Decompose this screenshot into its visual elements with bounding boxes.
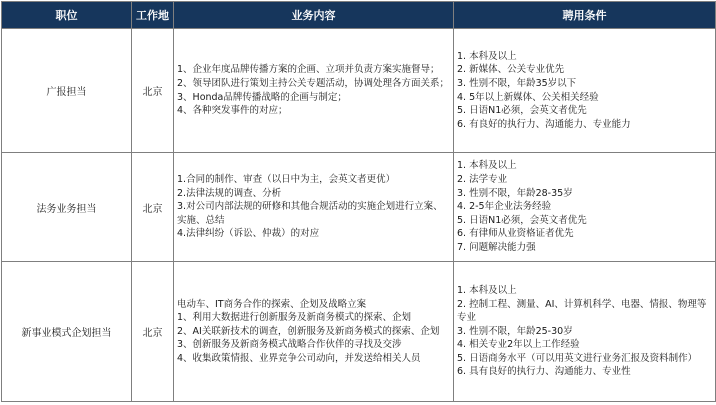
requirement-line: 1. 本科及以上 [457,50,517,62]
requirement-line: 5. 日语N1必须，会英文者优先 [457,105,587,117]
requirement-line: 2. 控制工程、测量、AI、计算机科学、电器、情报、物理等专业 [457,298,707,324]
requirement-line: 5. 日语商务水平（可以用英文进行业务汇报及资料制作） [457,352,698,364]
requirement-line: 3. 性别不限，年龄35岁以下 [457,77,577,89]
duty-line: 3.对公司内部法规的研修和其他合规活动的实施企划进行立案、实施、总结 [177,201,443,226]
position-cell: 广报担当 [2,29,132,153]
requirements-cell [454,153,716,262]
requirement-line: 6. 有律师从业资格证者优先 [457,228,574,240]
location-cell: 北京 [132,29,174,153]
duty-line: 1、利用大数据进行创新服务及新商务模式的探索、企划 [177,312,412,324]
requirement-line: 6. 有良好的执行力、沟通能力、专业能力 [457,118,631,130]
duty-line: 4、各种突发事件的对应； [177,105,288,117]
requirement-line: 5. 日语N1必须，会英文者优先 [457,214,587,226]
requirement-line: 1. 本科及以上 [457,160,517,172]
requirement-line: 6. 具有良好的执行力、沟通能力、专业性 [457,366,631,378]
duty-line: 3、创新服务及新商务模式战略合作伙伴的寻找及交涉 [177,339,402,351]
requirement-line: 4. 相关专业2年以上工作经验 [457,339,580,351]
duty-line: 1、企业年度品牌传播方案的企画、立项并负责方案实施督导； [177,64,440,76]
requirements-cell [454,262,716,402]
location-cell: 北京 [132,153,174,262]
duties-cell [174,153,454,262]
header-position: 职位 [2,2,132,29]
header-requirements: 聘用条件 [454,2,716,29]
duty-line: 3、Honda品牌传播战略的企画与制定； [177,91,347,103]
duties-cell [174,29,454,153]
location-cell: 北京 [132,262,174,402]
requirement-line: 7. 问题解决能力强 [457,241,536,253]
duty-line: 2.法律法规的调查、分析 [177,187,282,199]
position-cell: 新事业模式企划担当 [2,262,132,402]
header-row [2,2,716,29]
table-row [2,153,716,262]
duties-cell [174,262,454,402]
requirement-line: 2. 法学专业 [457,174,508,186]
requirement-line: 4. 5年以上新媒体、公关相关经验 [457,91,599,103]
requirement-line: 4. 2-5年企业法务经验 [457,201,552,213]
header-location: 工作地 [132,2,174,29]
table-row [2,29,716,153]
requirement-line: 2. 新媒体、公关专业优先 [457,64,565,76]
requirement-line: 3. 性别不限，年龄28-35岁 [457,187,573,199]
requirement-line: 1. 本科及以上 [457,284,517,296]
position-cell: 法务业务担当 [2,153,132,262]
table-row [2,262,716,402]
duty-line: 2、领导团队进行策划主持公关专题活动，协调处理各方面关系； [177,77,450,89]
header-duties: 业务内容 [174,2,454,29]
duty-line: 1.合同的制作、审查（以日中为主，会英文者更优） [177,174,396,186]
duty-line: 4、收集政策情报、业界竞争公司动向，并发送给相关人员 [177,352,421,364]
requirements-cell [454,29,716,153]
duty-line: 4.法律纠纷（诉讼、仲裁）的对应 [177,228,320,240]
job-table [1,1,716,402]
duty-line: 2、AI关联新技术的调查，创新服务及新商务模式的探索、企划 [177,325,440,337]
duty-line: 电动车、IT商务合作的探索、企划及战略立案 [177,298,367,310]
requirement-line: 3. 性别不限，年龄25-30岁 [457,325,573,337]
